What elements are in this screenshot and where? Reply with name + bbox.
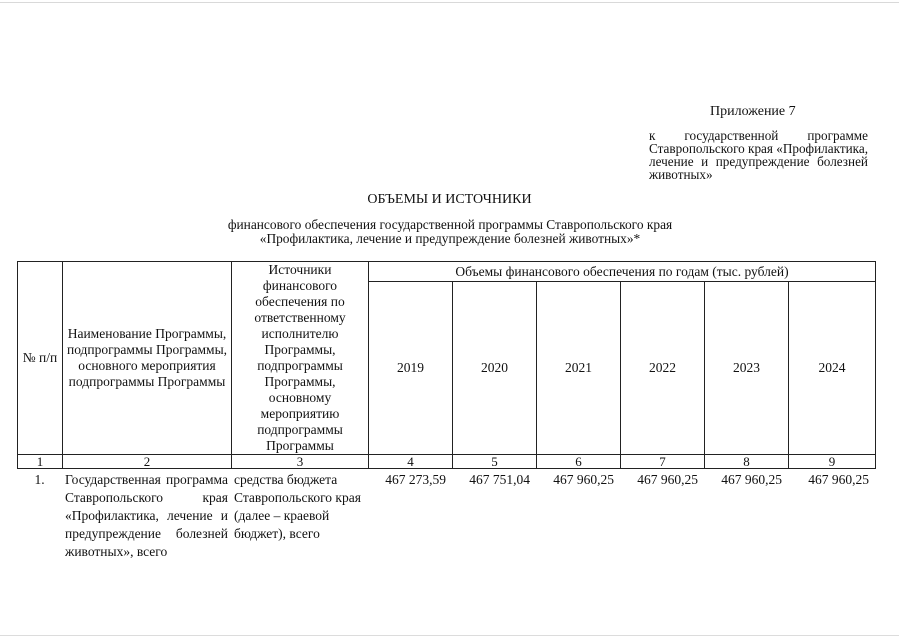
appendix-label: Приложение 7: [710, 104, 796, 119]
header-year: 2024: [789, 282, 876, 455]
header-year: 2023: [705, 282, 789, 455]
row-value: 467 960,25: [637, 472, 698, 487]
appendix-note: к государственной программе Ставропольского края «Профилактика, лечение и предупреждение болезней животных»: [649, 128, 869, 182]
column-number: 5: [453, 455, 537, 469]
row-num: 1.: [34, 472, 45, 487]
header-year: 2020: [453, 282, 537, 455]
row-value: 467 751,04: [469, 472, 530, 487]
column-number: 8: [705, 455, 789, 469]
scan-edge-bottom: [0, 635, 899, 636]
header-year: 2019: [369, 282, 453, 455]
header-year: 2022: [621, 282, 705, 455]
financing-table-body: [17, 471, 875, 561]
header-volumes: Объемы финансового обеспечения по годам (тыс. рублей): [369, 262, 876, 282]
column-number: 1: [18, 455, 63, 469]
header-num: № п/п: [18, 262, 63, 455]
row-name: Государственная программа Ставропольского края «Профилактика, лечение и предупреждение болезней животных», всего: [65, 472, 228, 559]
column-number: 9: [789, 455, 876, 469]
subtitle-line-2: «Профилактика, лечение и предупреждение болезней животных»*: [259, 231, 641, 246]
header-name: Наименование Программы, подпрограммы Программы, основного мероприятия подпрограммы Программы: [63, 262, 232, 455]
row-value: 467 273,59: [385, 472, 446, 487]
row-value: 467 960,25: [808, 472, 869, 487]
row-value: 467 960,25: [721, 472, 782, 487]
column-number: 2: [63, 455, 232, 469]
header-year: 2021: [537, 282, 621, 455]
table-row: [17, 471, 875, 561]
column-number: 4: [369, 455, 453, 469]
column-number-row: [18, 455, 876, 469]
subtitle-line-1: финансового обеспечения государственной программы Ставропольского края: [227, 217, 673, 232]
column-number: 6: [537, 455, 621, 469]
scan-edge-top: [0, 2, 899, 3]
document-title: ОБЪЕМЫ И ИСТОЧНИКИ: [367, 192, 532, 207]
financing-table-header: [17, 261, 876, 469]
header-sources: Источники финансового обеспечения по ответственному исполнителю Программы, подпрограммы Программы, основному мероприятию подпрограммы Программы: [232, 262, 369, 455]
row-value: 467 960,25: [553, 472, 614, 487]
document-subtitle: [180, 218, 720, 246]
row-source: средства бюджета Ставропольского края (далее – краевой бюджет), всего: [234, 472, 361, 541]
column-number: 7: [621, 455, 705, 469]
column-number: 3: [232, 455, 369, 469]
